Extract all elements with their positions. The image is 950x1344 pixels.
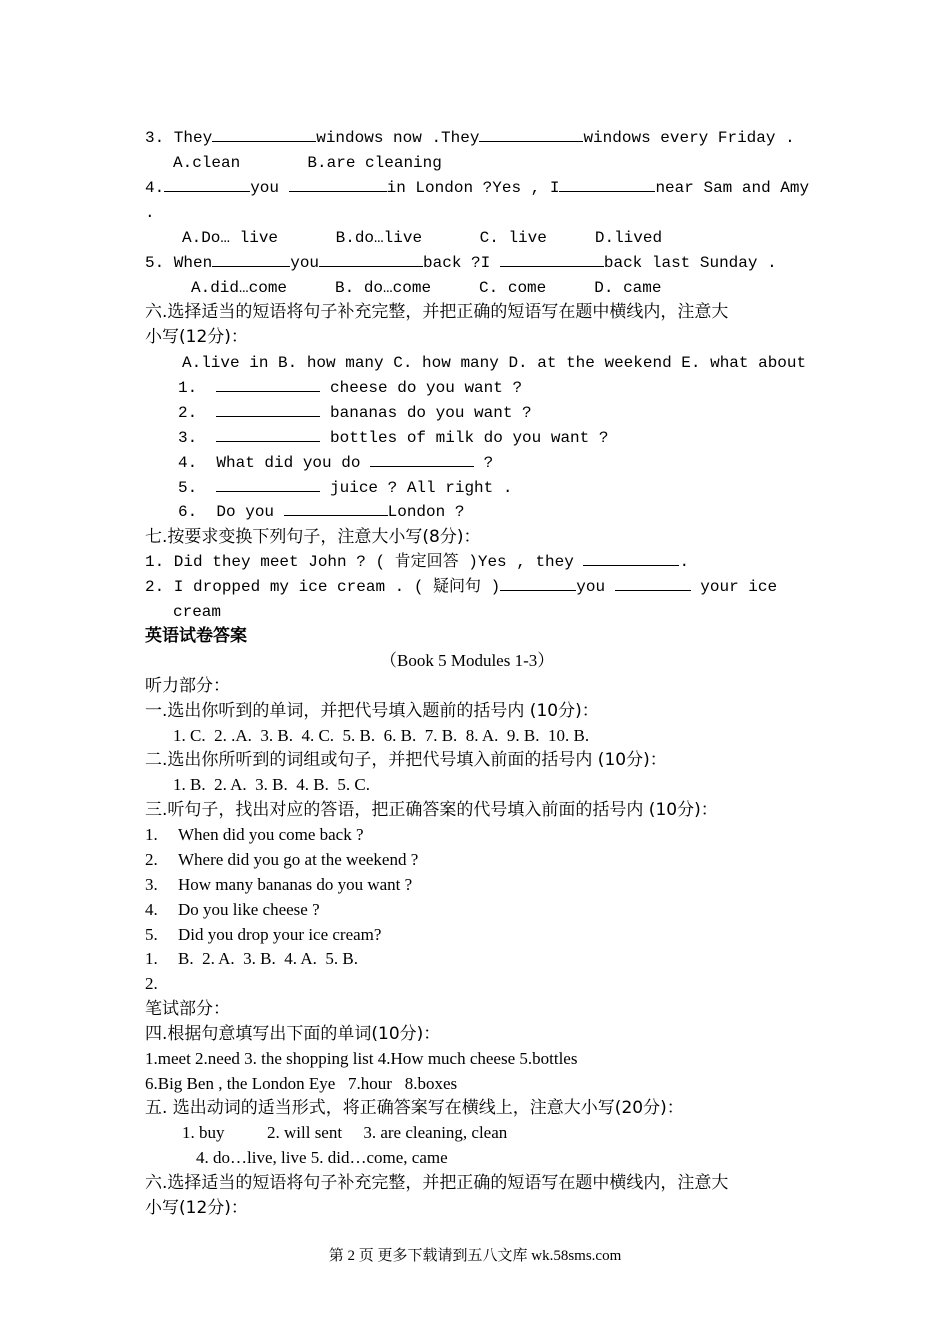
answer-blank — [216, 401, 320, 417]
section-7-question-2 — [145, 575, 777, 599]
q5-text-c: back ?I — [423, 254, 491, 272]
section-2-heading: 二.选出你所听到的词组或句子，并把代号填入前面的括号内 (10分)： — [145, 750, 667, 770]
listening-heading: 听力部分： — [145, 676, 230, 696]
item-text: juice ? All right . — [330, 479, 513, 497]
list-item — [145, 898, 320, 922]
item-number: 4. — [178, 454, 198, 472]
answer-blank — [479, 126, 583, 142]
answer-blank — [289, 176, 387, 192]
item-text: What did you do — [216, 454, 361, 472]
section-1-answers: 1. C. 2. .A. 3. B. 4. C. 5. B. 6. B. 7. B. 8. A. 9. B. 10. B. — [173, 726, 590, 745]
item-text: When did you come back ? — [178, 825, 364, 844]
q4-text-d: near Sam and Amy — [655, 179, 810, 197]
list-item — [178, 376, 522, 400]
answer-blank — [212, 126, 316, 142]
answer-blank — [500, 251, 604, 267]
q-text: . — [679, 553, 690, 571]
q-text: you — [576, 578, 606, 596]
section-3-extra: 2. — [145, 974, 158, 993]
item-text: Did you drop your ice cream? — [178, 925, 382, 944]
section-7-question-1 — [145, 550, 689, 574]
question-5-line — [145, 251, 777, 275]
list-item — [178, 451, 493, 475]
question-3-options: A.clean B.are cleaning — [173, 154, 442, 172]
section-1-heading: 一.选出你听到的单词，并把代号填入题前的括号内 (10分)： — [145, 701, 599, 721]
section-3-answers — [145, 947, 358, 971]
list-item — [178, 500, 464, 524]
page-footer: 第 2 页 更多下载请到五八文库 wk.58sms.com — [328, 1248, 622, 1264]
item-text: ? — [483, 454, 494, 472]
section-7-question-2-cont: cream — [173, 603, 222, 621]
item-number: 5. — [178, 479, 198, 497]
section-4-answers-1: 1.meet 2.need 3. the shopping list 4.How much cheese 5.bottles — [145, 1049, 578, 1068]
item-number: 6. — [178, 503, 198, 521]
item-number: 2. — [178, 404, 198, 422]
q5-text-a: 5. When — [145, 254, 213, 272]
answer-blank — [216, 426, 320, 442]
answer-blank — [319, 251, 423, 267]
item-text: B. 2. A. 3. B. 4. A. 5. B. — [178, 949, 358, 968]
list-item — [145, 873, 413, 897]
answer-blank — [615, 575, 691, 591]
q3-text-c: windows every Friday . — [583, 129, 795, 147]
list-item — [145, 923, 382, 947]
answer-blank — [284, 500, 388, 516]
section-5-answers-2: 4. do…live, live 5. did…come, came — [196, 1148, 448, 1167]
item-text: Do you — [216, 503, 275, 521]
item-number: 3. — [178, 429, 198, 447]
list-item — [178, 401, 532, 425]
q5-text-d: back last Sunday . — [603, 254, 777, 272]
question-4-continuation: . — [145, 204, 155, 222]
item-number: 1. — [145, 825, 158, 844]
item-text: London ? — [387, 503, 465, 521]
item-text: Do you like cheese ? — [178, 900, 320, 919]
list-item — [145, 848, 419, 872]
q4-text-a: 4. — [145, 179, 165, 197]
section-7-heading: 七.按要求变换下列句子，注意大小写(8分)： — [145, 527, 481, 547]
answer-blank — [212, 251, 290, 267]
question-4-line — [145, 176, 809, 200]
q3-text-b: windows now .They — [316, 129, 480, 147]
list-item — [145, 823, 364, 847]
answer-blank — [216, 476, 320, 492]
question-4-options: A.Do… live B.do…live C. live D.lived — [182, 229, 663, 247]
item-text: cheese do you want ? — [330, 379, 523, 397]
q-text: 2. I dropped my ice cream . ( 疑问句 ) — [145, 578, 501, 596]
answer-blank — [583, 550, 679, 566]
written-heading: 笔试部分： — [145, 999, 230, 1019]
answer-blank — [370, 451, 474, 467]
item-text: How many bananas do you want ? — [178, 875, 413, 894]
q4-text-b: you — [250, 179, 280, 197]
answer-blank — [164, 176, 250, 192]
question-3-line — [145, 126, 795, 150]
section-6-options: A.live in B. how many C. how many D. at the weekend E. what about — [182, 354, 807, 372]
section-6-heading-cont: 小写(12分)： — [145, 327, 248, 347]
section-6-answer-heading-cont: 小写(12分)： — [145, 1198, 248, 1218]
item-number: 1. — [178, 379, 198, 397]
section-3-heading: 三.听句子，找出对应的答语，把正确答案的代号填入前面的括号内 (10分)： — [145, 800, 718, 820]
section-2-answers: 1. B. 2. A. 3. B. 4. B. 5. C. — [173, 775, 370, 794]
item-number: 1. — [145, 949, 158, 968]
answer-blank — [500, 575, 576, 591]
answer-blank — [216, 376, 320, 392]
section-5-heading: 五. 选出动词的适当形式，将正确答案写在横线上，注意大小写(20分)： — [145, 1098, 684, 1118]
item-number: 3. — [145, 875, 158, 894]
item-number: 2. — [145, 850, 158, 869]
section-6-answer-heading: 六.选择适当的短语将句子补充完整，并把正确的短语写在题中横线内，注意大 — [145, 1173, 729, 1193]
answer-blank — [559, 176, 655, 192]
section-4-answers-2: 6.Big Ben , the London Eye 7.hour 8.boxes — [145, 1074, 458, 1093]
section-5-answers-1: 1. buy 2. will sent 3. are cleaning, clean — [182, 1123, 508, 1142]
question-5-options: A.did…come B. do…come C. come D. came — [191, 279, 662, 297]
answers-title: 英语试卷答案 — [145, 626, 247, 646]
item-number: 4. — [145, 900, 158, 919]
item-text: Where did you go at the weekend ? — [178, 850, 419, 869]
list-item — [178, 476, 512, 500]
item-text: bottles of milk do you want ? — [330, 429, 609, 447]
item-number: 5. — [145, 925, 158, 944]
q-text: 1. Did they meet John ? ( 肯定回答 )Yes , they — [145, 553, 574, 571]
section-6-heading: 六.选择适当的短语将句子补充完整，并把正确的短语写在题中横线内，注意大 — [145, 302, 729, 322]
list-item — [178, 426, 608, 450]
item-text: bananas do you want ? — [330, 404, 532, 422]
answers-subtitle: （Book 5 Modules 1-3） — [380, 651, 555, 670]
q-text: your ice — [700, 578, 778, 596]
section-4-heading: 四.根据句意填写出下面的单词(10分)： — [145, 1024, 441, 1044]
q5-text-b: you — [290, 254, 320, 272]
q4-text-c: in London ?Yes , I — [386, 179, 560, 197]
q3-text-a: 3. They — [145, 129, 213, 147]
